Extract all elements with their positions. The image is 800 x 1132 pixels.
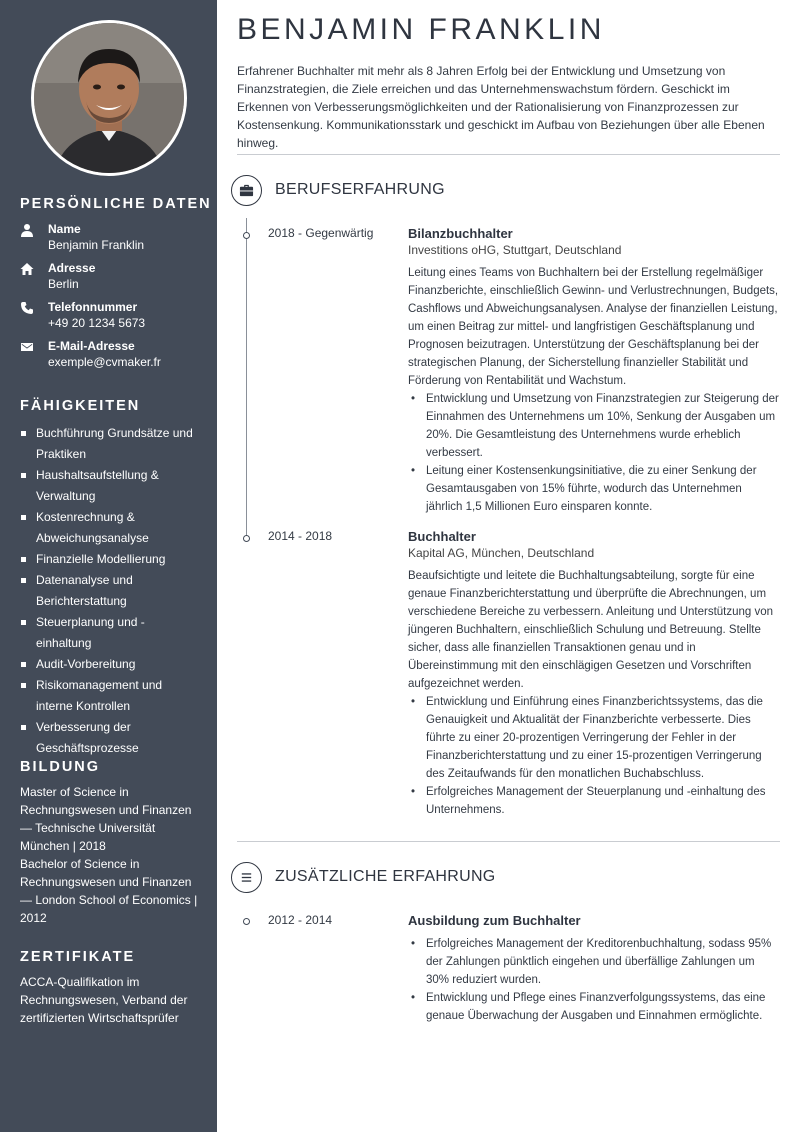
education-list bbox=[20, 783, 198, 927]
job-bullets bbox=[408, 693, 780, 819]
skill-item: Verbesserung der Geschäftsprozesse bbox=[20, 717, 200, 759]
candidate-name: BENJAMIN FRANKLIN bbox=[237, 13, 605, 46]
divider bbox=[237, 841, 780, 842]
contact-item-name bbox=[20, 222, 210, 261]
experience-section-title: BERUFSERFAHRUNG bbox=[275, 181, 445, 198]
contact-value: +49 20 1234 5673 bbox=[48, 316, 146, 330]
job-description: Beaufsichtigte und leitete die Buchhaltungsabteilung, sorgte für eine genaue Finanzberichterstattung und überprüfte die Abrechnungen, um verschiedene Bereiche zu verbessern. Anleitung und Unterstützung von jüngeren Buchhaltern, einschließlich Schulung und Betreuung. Stellte sicher, dass alle finanziellen Transaktionen genau und in Übereinstimmung mit den einschlägigen Gesetzen und Vorschriften aufgezeichnet werden. bbox=[408, 570, 774, 690]
job-company: Investitions oHG, Stuttgart, Deutschland bbox=[408, 243, 622, 257]
contact-list bbox=[20, 222, 210, 378]
job-date: 2012 - 2014 bbox=[268, 913, 333, 927]
contact-label: Adresse bbox=[48, 261, 96, 275]
job-date: 2018 - Gegenwärtig bbox=[268, 226, 374, 240]
education-item: Bachelor of Science in Rechnungswesen und Finanzen — London School of Economics | 2012 bbox=[20, 857, 198, 925]
job-entry bbox=[408, 913, 780, 1025]
contact-value[interactable]: exemple@cvmaker.fr bbox=[48, 355, 161, 369]
briefcase-icon bbox=[231, 175, 262, 206]
contact-item-address bbox=[20, 261, 210, 300]
person-icon bbox=[20, 222, 48, 237]
certificates-text: ACCA-Qualifikation im Rechnungswesen, Verband der zertifizierten Wirtschaftsprüfer bbox=[20, 975, 188, 1025]
contact-section-title: PERSÖNLICHE DATEN bbox=[20, 196, 212, 212]
job-title: Bilanzbuchhalter bbox=[408, 226, 513, 241]
job-bullet: • Entwicklung und Pflege eines Finanzverfolgungssystems, das eine genaue Überwachung der Ausgaben und Einnahmen ermöglichte. bbox=[408, 989, 780, 1025]
home-icon bbox=[20, 261, 48, 276]
education-section-title: BILDUNG bbox=[20, 759, 101, 775]
contact-label: Telefonnummer bbox=[48, 300, 138, 314]
contact-item-phone bbox=[20, 300, 210, 339]
skill-item: Datenanalyse und Berichterstattung bbox=[20, 570, 200, 612]
job-date: 2014 - 2018 bbox=[268, 529, 333, 543]
job-bullets bbox=[408, 935, 780, 1025]
job-entry bbox=[408, 226, 780, 516]
certificates-section-title: ZERTIFIKATE bbox=[20, 949, 136, 965]
contact-label: Name bbox=[48, 222, 81, 236]
job-bullet: • Erfolgreiches Management der Steuerplanung und -einhaltung des Unternehmens. bbox=[408, 783, 780, 819]
job-title: Buchhalter bbox=[408, 529, 476, 544]
profile-summary: Erfahrener Buchhalter mit mehr als 8 Jahren Erfolg bei der Entwicklung und Umsetzung von Finanzstrategien, die Ziele erreichen und das Unternehmenswachstum fördern. Geschickt im Erkennen von Verbesserungsmöglichkeiten und der Rationalisierung von Finanzprozessen zur Kostensenkung. Kommunikationsstark und geschickt im Aufbau von Beziehungen über alle Ebenen hinweg. bbox=[237, 64, 765, 150]
timeline-dot bbox=[243, 232, 250, 239]
job-bullets bbox=[408, 390, 780, 516]
job-title: Ausbildung zum Buchhalter bbox=[408, 913, 581, 928]
contact-label: E-Mail-Adresse bbox=[48, 339, 135, 353]
skill-item: Risikomanagement und interne Kontrollen bbox=[20, 675, 200, 717]
profile-photo-image bbox=[34, 23, 184, 173]
timeline-dot bbox=[243, 918, 250, 925]
skill-item: Steuerplanung und -einhaltung bbox=[20, 612, 200, 654]
skill-item: Buchführung Grundsätze und Praktiken bbox=[20, 423, 200, 465]
education-item: Master of Science in Rechnungswesen und Finanzen — Technische Universität München | 2018 bbox=[20, 785, 192, 853]
skills-list bbox=[20, 423, 200, 759]
job-company: Kapital AG, München, Deutschland bbox=[408, 546, 595, 560]
skill-item: Haushaltsaufstellung & Verwaltung bbox=[20, 465, 200, 507]
job-description: Leitung eines Teams von Buchhaltern bei der Erstellung regelmäßiger Finanzberichte, einschließlich Gewinn- und Verlustrechnungen, Budgets, Cashflows und Abweichungsanalysen. Analyse der finanziellen Leistung, um einen Beitrag zur mittel- und langfristigen Geschäftsplanung und Prognosen beizutragen. Unterstützung der Geschäftsplanung bei der strategischen Planung, der Sicherstellung finanzieller Stabilität und Förderung von Rentabilität und Wachstum. bbox=[408, 267, 779, 387]
contact-value: Benjamin Franklin bbox=[48, 238, 145, 252]
divider bbox=[237, 154, 780, 155]
job-bullet: • Entwicklung und Einführung eines Finanzberichtssystems, das die Genauigkeit und Aktualität der Finanzberichte verbesserte. Dies führte zu einer 20-prozentigen Verringerung der Fehler in der Finanzberichterstattung und zu einer 15-prozentigen Verringerung des Zeitaufwands für den monatlichen Buchabschluss. bbox=[408, 693, 780, 783]
contact-value: Berlin bbox=[48, 277, 79, 291]
job-bullet: • Leitung einer Kostensenkungsinitiative, die zu einer Senkung der Gesamtausgaben von 15% führte, wodurch das Unternehmen jährlich 1,5 Millionen Euro einsparen konnte. bbox=[408, 462, 780, 516]
profile-photo bbox=[31, 20, 187, 176]
phone-icon bbox=[20, 300, 48, 315]
mail-icon bbox=[20, 339, 48, 354]
timeline-line bbox=[246, 218, 247, 538]
skill-item: Finanzielle Modellierung bbox=[20, 549, 200, 570]
contact-item-email bbox=[20, 339, 210, 378]
skill-item: Audit-Vorbereitung bbox=[20, 654, 200, 675]
sidebar bbox=[0, 0, 217, 1132]
additional-section-title: ZUSÄTZLICHE ERFAHRUNG bbox=[275, 868, 496, 885]
skills-section-title: FÄHIGKEITEN bbox=[20, 398, 141, 414]
job-bullet: • Entwicklung und Umsetzung von Finanzstrategien zur Steigerung der Einnahmen des Unternehmens um 10%, Senkung der Ausgaben um 20%. Die Gesamtleistung des Unternehmens wurde erheblich verbessert. bbox=[408, 390, 780, 462]
timeline-dot bbox=[243, 535, 250, 542]
job-entry bbox=[408, 529, 780, 819]
job-bullet: • Erfolgreiches Management der Kreditorenbuchhaltung, sodass 95% der Zahlungen pünktlich eingehen und überfällige Zahlungen um 30% reduziert wurden. bbox=[408, 935, 780, 989]
list-icon bbox=[231, 862, 262, 893]
skill-item: Kostenrechnung & Abweichungsanalyse bbox=[20, 507, 200, 549]
